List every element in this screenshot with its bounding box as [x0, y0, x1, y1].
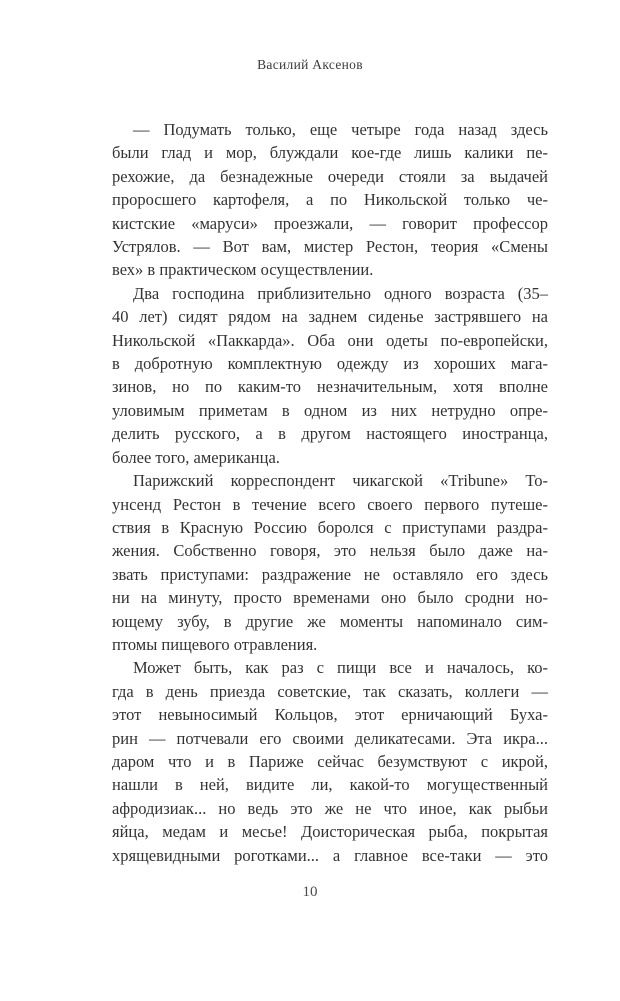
text-line: кистские «маруси» проезжали, — говорит профессор	[112, 213, 548, 233]
text-line: звать приступами: раздражение не оставляло его здесь	[112, 564, 548, 584]
paragraph	[112, 118, 548, 282]
text-line: уловимым приметам в одном из них нетрудно опре-	[112, 400, 548, 420]
text-line: рин — потчевали его своими деликатесами. Эта икра...	[112, 728, 548, 748]
text-line: вех» в практическом осуществлении.	[112, 260, 374, 280]
text-line: ни на минуту, просто временами оно было сродни но-	[112, 588, 548, 608]
text-line: делить русского, а в другом настоящего иностранца,	[112, 424, 548, 444]
text-line: унсенд Рестон в течение всего своего первого путеше-	[112, 494, 548, 514]
text-line: даром что и в Париже сейчас безумствуют с икрой,	[112, 751, 548, 771]
text-line: Парижский корреспондент чикагской «Tribune» То-	[133, 471, 548, 491]
text-line: Может быть, как раз с пищи все и началось, ко-	[133, 658, 548, 678]
text-line: нашли в ней, видите ли, какой-то могущественный	[112, 775, 548, 795]
text-line: гда в день приезда советские, так сказать, коллеги —	[112, 681, 548, 701]
text-line: афродизиак... но ведь это же не что иное, как рыбьи	[112, 798, 548, 818]
text-line: проросшего картофеля, а по Никольской только че-	[112, 190, 548, 210]
text-line: в добротную комплектную одежду из хороших мага-	[112, 354, 548, 374]
text-line: рехожие, да безнадежные очереди стояли за выдачей	[112, 166, 548, 186]
text-line: Устрялов. — Вот вам, мистер Рестон, теория «Смены	[112, 237, 548, 257]
running-header: Василий Аксенов	[257, 57, 363, 72]
text-line: жения. Собственно говоря, это нельзя было даже на-	[112, 541, 548, 561]
paragraph	[112, 282, 548, 469]
text-line: были глад и мор, блуждали кое-где лишь калики пе-	[112, 143, 548, 163]
page-text	[112, 118, 548, 867]
paragraph	[112, 469, 548, 656]
text-line: птомы пищевого отравления.	[112, 634, 318, 654]
text-line: Никольской «Паккарда». Оба они одеты по-европейски,	[112, 330, 548, 350]
text-line: — Подумать только, еще четыре года назад здесь	[133, 120, 548, 139]
text-line: этот невыносимый Кольцов, этот ерничающий Буха-	[112, 705, 548, 725]
text-line: Два господина приблизительно одного возраста (35–	[133, 283, 548, 303]
page-number: 10	[302, 884, 318, 900]
paragraph	[112, 656, 548, 867]
text-line: зинов, но по каким-то незначительным, хотя вполне	[112, 377, 548, 397]
text-line: хрящевидными роготками... а главное все-таки — это	[112, 845, 548, 865]
text-line: более того, американца.	[112, 447, 280, 467]
text-line: яйца, медам и месье! Доисторическая рыба, покрытая	[112, 822, 548, 842]
text-line: ющему зубу, в другие же моменты напоминало сим-	[112, 611, 548, 631]
text-line: ствия в Красную Россию боролся с приступами раздра-	[112, 517, 548, 537]
text-line: 40 лет) сидят рядом на заднем сиденье застрявшего на	[112, 307, 548, 327]
